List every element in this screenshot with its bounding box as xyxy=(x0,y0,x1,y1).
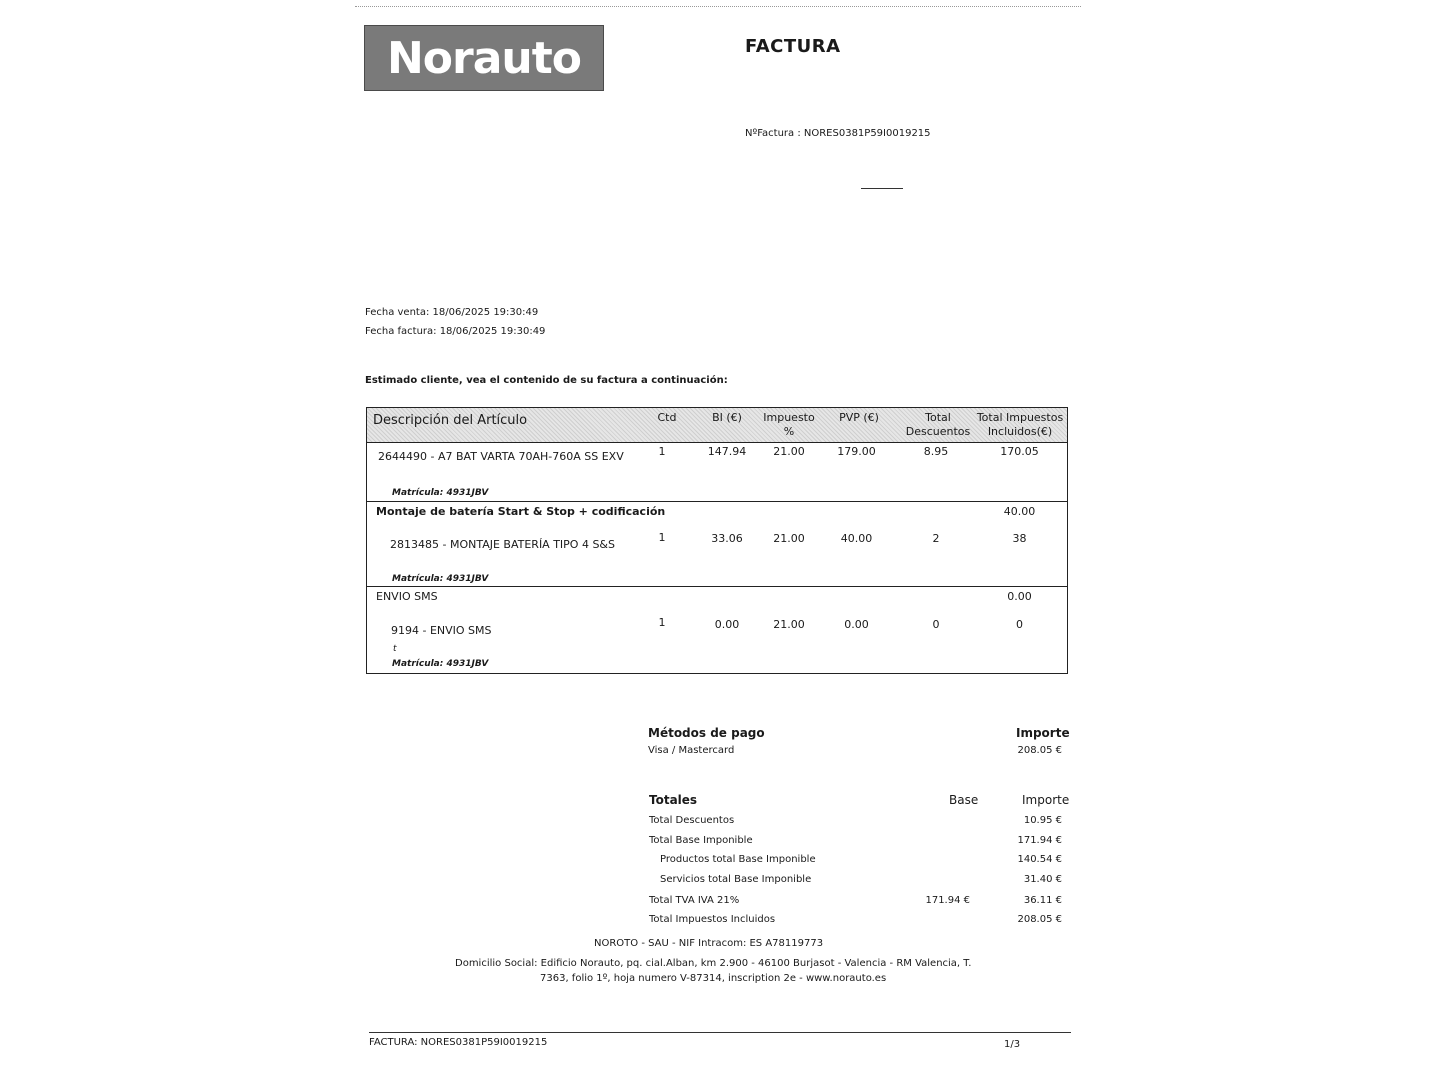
item-tax: 21.00 xyxy=(773,618,805,631)
total-discounts-amount: 10.95 € xyxy=(1023,815,1062,826)
item-discount: 8.95 xyxy=(923,445,949,458)
item-pvp: 0.00 xyxy=(844,618,869,631)
services-base-amount: 31.40 € xyxy=(1023,874,1062,885)
company-address: Domicilio Social: Edificio Norauto, pq. cial.Alban, km 2.900 - 46100 Burjasot - Valencia - RM Valencia, T. xyxy=(455,958,972,969)
payment-method: Visa / Mastercard xyxy=(648,745,735,756)
item-pvp: 40.00 xyxy=(840,532,873,545)
header-pvp: PVP (€) xyxy=(839,411,879,424)
item-tax: 21.00 xyxy=(773,445,805,458)
header-total-line1: Total Impuestos xyxy=(976,411,1064,424)
scan-top-edge xyxy=(355,6,1081,7)
vat-amount: 36.11 € xyxy=(1023,895,1062,906)
company-registry: 7363, folio 1º, hoja numero V-87314, inscription 2e - www.norauto.es xyxy=(540,973,887,984)
vehicle-plate: Matrícula: 4931JBV xyxy=(392,659,489,669)
items-table xyxy=(366,407,1068,674)
header-total xyxy=(975,411,1065,439)
payment-amount: 208.05 € xyxy=(1017,745,1062,756)
header-disc-line2: Descuentos xyxy=(905,425,971,438)
total-incl-amount: 208.05 € xyxy=(1017,914,1062,925)
item-qty: 1 xyxy=(658,531,666,544)
item-total: 38 xyxy=(1012,532,1027,545)
row-divider xyxy=(367,586,1067,587)
item-discount: 0 xyxy=(932,618,940,631)
document-title: FACTURA xyxy=(745,36,841,57)
item-bi: 33.06 xyxy=(711,532,743,545)
header-discounts xyxy=(905,411,971,439)
item-description: 2813485 - MONTAJE BATERÍA TIPO 4 S&S xyxy=(390,538,615,551)
vehicle-plate: Matrícula: 4931JBV xyxy=(392,574,489,584)
group-total: 0.00 xyxy=(1007,590,1032,603)
header-bi: BI (€) xyxy=(712,411,742,424)
item-discount: 2 xyxy=(932,532,940,545)
group-title: ENVIO SMS xyxy=(376,590,438,603)
table-header xyxy=(367,408,1067,443)
item-description: 2644490 - A7 BAT VARTA 70AH-760A SS EXV xyxy=(378,450,624,463)
company-nif: NOROTO - SAU - NIF Intracom: ES A78119773 xyxy=(594,938,824,949)
item-pvp: 179.00 xyxy=(837,445,876,458)
sale-date: Fecha venta: 18/06/2025 19:30:49 xyxy=(365,307,539,318)
products-base-amount: 140.54 € xyxy=(1017,854,1062,865)
group-title: Montaje de batería Start & Stop + codificación xyxy=(376,505,666,518)
item-qty: 1 xyxy=(658,445,666,458)
header-total-line2: Incluidos(€) xyxy=(987,425,1053,438)
services-base-label: Servicios total Base Imponible xyxy=(660,874,812,885)
page-number: 1/3 xyxy=(1004,1039,1021,1050)
header-tax-line2: % xyxy=(783,425,795,438)
norauto-logo xyxy=(364,25,604,91)
invoice-number: NºFactura : NORES0381P59I0019215 xyxy=(745,128,931,139)
products-base-label: Productos total Base Imponible xyxy=(660,854,816,865)
footer-invoice-number: FACTURA: NORES0381P59I0019215 xyxy=(369,1037,548,1048)
item-bi: 147.94 xyxy=(707,445,747,458)
totals-amount-heading: Importe xyxy=(1022,793,1070,807)
logo-text: Norauto xyxy=(386,32,582,84)
total-discounts-label: Total Descuentos xyxy=(649,815,735,826)
item-tax: 21.00 xyxy=(773,532,805,545)
item-bi: 0.00 xyxy=(714,618,740,631)
header-disc-line1: Total xyxy=(925,411,951,424)
vat-base: 171.94 € xyxy=(925,895,970,906)
header-tax xyxy=(759,411,819,439)
greeting: Estimado cliente, vea el contenido de su factura a continuación: xyxy=(365,375,728,386)
totals-base-heading: Base xyxy=(949,793,979,807)
total-base-amount: 171.94 € xyxy=(1017,835,1062,846)
payment-amount-heading: Importe xyxy=(1016,726,1070,740)
total-base-label: Total Base Imponible xyxy=(649,835,753,846)
item-total: 0 xyxy=(1016,618,1023,631)
total-incl-label: Total Impuestos Incluidos xyxy=(649,914,776,925)
header-qty: Ctd xyxy=(657,411,677,424)
invoice-date: Fecha factura: 18/06/2025 19:30:49 xyxy=(365,326,546,337)
vehicle-plate: Matrícula: 4931JBV xyxy=(392,488,489,498)
handwritten-mark: t xyxy=(393,644,397,654)
item-total: 170.05 xyxy=(1000,445,1039,458)
item-description: 9194 - ENVIO SMS xyxy=(391,624,492,637)
footer-divider xyxy=(369,1032,1071,1033)
item-qty: 1 xyxy=(658,616,666,629)
divider xyxy=(861,188,903,189)
header-tax-line1: Impuesto xyxy=(763,411,815,424)
payment-methods-heading: Métodos de pago xyxy=(648,726,765,740)
vat-label: Total TVA IVA 21% xyxy=(649,895,740,906)
group-total: 40.00 xyxy=(1003,505,1036,518)
row-divider xyxy=(367,501,1067,502)
header-description: Descripción del Artículo xyxy=(373,413,528,428)
totals-heading: Totales xyxy=(649,793,698,807)
